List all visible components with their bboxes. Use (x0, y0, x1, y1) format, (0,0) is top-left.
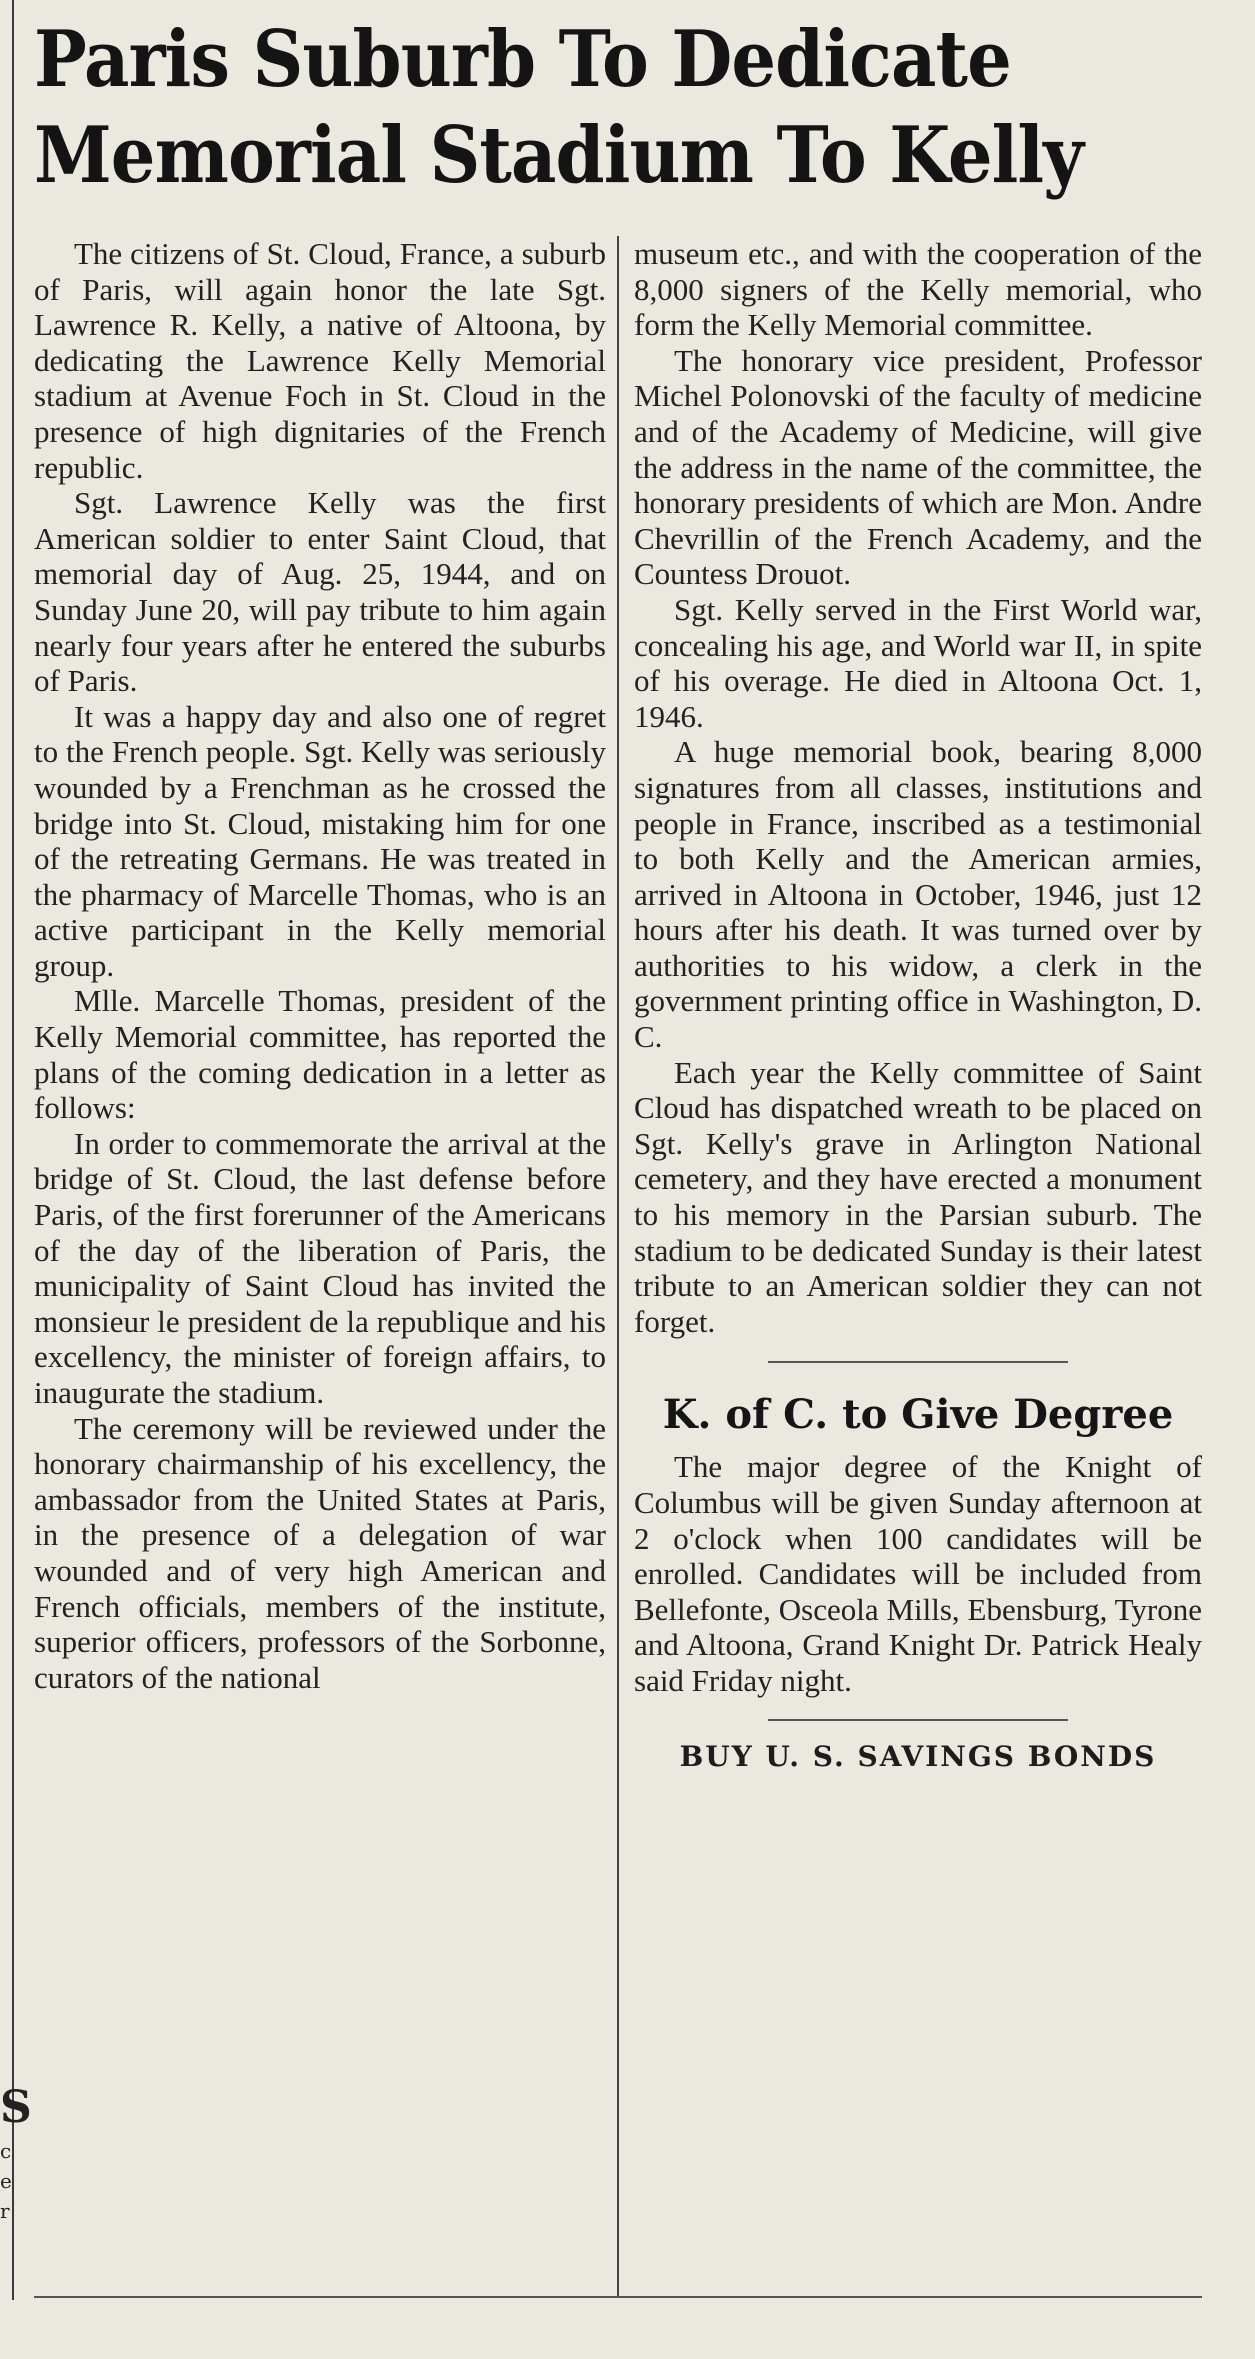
article-headline: Paris Suburb To Dedicate Memorial Stadium To Kelly (34, 14, 1084, 201)
second-article-headline: K. of C. to Give Degree (662, 1391, 1174, 1439)
margin-fragment: r (0, 2199, 10, 2223)
article-paragraph: Sgt. Kelly served in the First World war, concealing his age, and World war II, in spite of his overage. He died in Altoona Oct. 1, 1946. (634, 591, 1202, 734)
article-separator (768, 1361, 1068, 1363)
article-paragraph: It was a happy day and also one of regret to the French people. Sgt. Kelly was seriously wounded by a Frenchman as he crossed the bridge into St. Cloud, mistaking him for one of the retreating Germans. He was treated in the pharmacy of Marcelle Thomas, who is an active participant in the Kelly memorial group. (34, 698, 606, 983)
article-column-right (634, 236, 1202, 1774)
column-divider (617, 236, 619, 2296)
article-paragraph: The ceremony will be reviewed under the honorary chairmanship of his excellency, the ambassador from the United States at Paris, in the presence of a delegation of war wounded and of very high American and French officials, members of the institute, superior officers, professors of the Sorbonne, curators of the national (34, 1410, 606, 1695)
article-paragraph: Mlle. Marcelle Thomas, president of the Kelly Memorial committee, has reported the plans of the coming dedication in a letter as follows: (34, 983, 606, 1126)
ad-separator (768, 1719, 1068, 1721)
article-paragraph: A huge memorial book, bearing 8,000 signatures from all classes, institutions and people in France, inscribed as a testimonial to both Kelly and the American armies, arrived in Altoona in October, 1946, just 12 hours after his death. It was turned over by authorities to his widow, a clerk in the government printing office in Washington, D. C. (634, 734, 1202, 1055)
bottom-rule (34, 2296, 1202, 2298)
left-column-rule (12, 0, 14, 2300)
adjacent-column-fragments (0, 2080, 32, 2226)
article-paragraph: Each year the Kelly committee of Saint Cloud has dispatched wreath to be placed on Sgt. Kelly's grave in Arlington National cemetery, and they have erected a monument to his memory in the Parsian suburb. The stadium to be dedicated Sunday is their latest tribute to an American soldier they can not forget. (634, 1054, 1202, 1339)
second-article-body: The major degree of the Knight of Columbus will be given Sunday afternoon at 2 o'clock when 100 candidates will be enrolled. Candidates will be included from Bellefonte, Osceola Mills, Ebensburg, Tyrone and Altoona, Grand Knight Dr. Patrick Healy said Friday night. (634, 1449, 1202, 1698)
article-paragraph: The honorary vice president, Professor Michel Polonovski of the faculty of medicine and of the Academy of Medicine, will give the address in the name of the committee, the honorary presidents of which are Mon. Andre Chevrillin of the French Academy, and the Countess Drouot. (634, 342, 1202, 592)
margin-fragment: e (0, 2169, 12, 2193)
article-paragraph: Sgt. Lawrence Kelly was the first American soldier to enter Saint Cloud, that memorial day of Aug. 25, 1944, and on Sunday June 20, will pay tribute to him again nearly four years after he entered the suburbs of Paris. (34, 485, 606, 699)
savings-bonds-ad: BUY U. S. SAVINGS BONDS (679, 1739, 1157, 1773)
article-column-left (34, 236, 606, 1695)
article-paragraph-continuation: museum etc., and with the cooperation of the 8,000 signers of the Kelly memorial, who form the Kelly Memorial committee. (634, 236, 1202, 343)
margin-fragment: c (0, 2139, 12, 2163)
article-paragraph: The citizens of St. Cloud, France, a suburb of Paris, will again honor the late Sgt. Lawrence R. Kelly, a native of Altoona, by dedicating the Lawrence Kelly Memorial stadium at Avenue Foch in St. Cloud in the presence of high dignitaries of the French republic. (34, 236, 606, 485)
article-paragraph: In order to commemorate the arrival at the bridge of St. Cloud, the last defense before Paris, of the first forerunner of the Americans of the day of the liberation of Paris, the municipality of Saint Cloud has invited the monsieur le president de la republique and his excellency, the minister of foreign affairs, to inaugurate the stadium. (34, 1125, 606, 1410)
margin-fragment: S (0, 2082, 32, 2133)
